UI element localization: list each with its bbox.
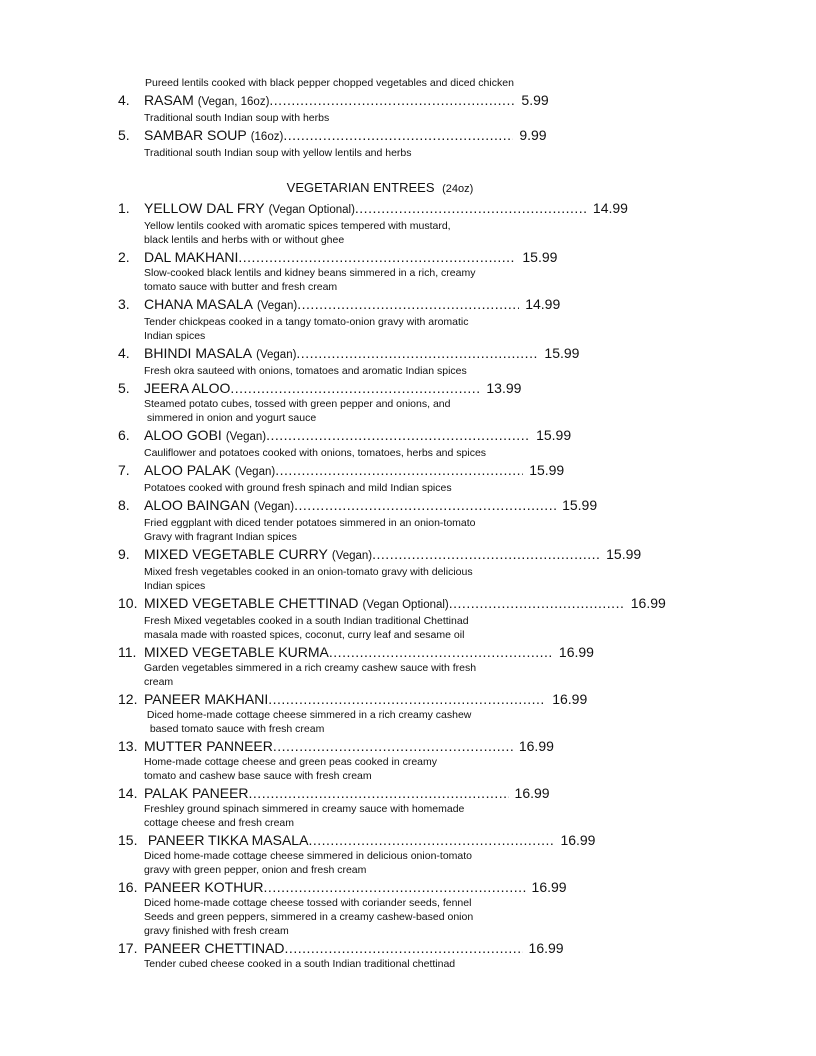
item-price: 16.99 <box>630 595 666 611</box>
item-price: 15.99 <box>544 345 580 361</box>
item-description <box>144 565 738 593</box>
item-number: 2. <box>118 249 130 265</box>
item-price: 14.99 <box>592 200 628 216</box>
entree-list <box>118 199 738 972</box>
item-description-line: Yellow lentils cooked with aromatic spices tempered with mustard, <box>144 220 451 232</box>
item-description <box>144 802 738 830</box>
menu-item-line <box>118 496 738 516</box>
item-description-line: Freshley ground spinach simmered in creamy sauce with homemade <box>144 803 465 815</box>
item-note: (Vegan) <box>256 300 298 312</box>
menu-item-line <box>118 199 738 219</box>
menu-item <box>118 379 738 425</box>
item-description <box>144 755 738 783</box>
item-name: MIXED VEGETABLE CURRY <box>144 546 328 562</box>
item-description <box>144 849 738 877</box>
item-name: PANEER MAKHANI <box>144 691 269 707</box>
item-name: YELLOW DAL FRY <box>144 200 265 216</box>
dot-leader <box>297 295 519 313</box>
item-note: (Vegan) <box>256 349 297 361</box>
menu-item-line <box>118 643 738 661</box>
item-number: 1. <box>118 200 130 216</box>
item-name: SAMBAR SOUP <box>144 127 247 143</box>
item-name: MIXED VEGETABLE KURMA <box>144 644 329 660</box>
item-description-line: Tender chickpeas cooked in a tangy tomato-onion gravy with aromatic <box>144 316 469 328</box>
menu-item-line <box>118 126 738 146</box>
dot-leader <box>273 737 513 755</box>
item-description <box>144 446 738 460</box>
item-note: (Vegan, 16oz) <box>197 96 270 108</box>
item-description-line: Fresh okra sauteed with onions, tomatoes and aromatic Indian spices <box>144 365 467 377</box>
menu-item <box>118 344 738 378</box>
item-description: Pureed lentils cooked with black pepper chopped vegetables and diced chicken <box>145 77 514 89</box>
item-price: 16.99 <box>514 785 550 801</box>
menu-item <box>118 126 738 160</box>
item-note: (Vegan) <box>253 501 295 513</box>
item-name: CHANA MASALA <box>144 296 253 312</box>
menu-item <box>118 737 738 783</box>
item-price: 16.99 <box>528 940 564 956</box>
menu-item <box>118 690 738 736</box>
soup-list <box>118 91 738 161</box>
item-description-line: Traditional south Indian soup with yellow lentils and herbs <box>144 147 412 159</box>
item-number: 4. <box>118 345 130 361</box>
menu-item-line <box>118 248 738 266</box>
item-name: BHINDI MASALA <box>144 345 253 361</box>
dot-leader <box>264 878 526 896</box>
menu-item-line <box>118 737 738 755</box>
dot-leader <box>308 831 554 849</box>
menu-item <box>118 545 738 593</box>
item-description-line: Diced home-made cottage cheese simmered in a rich creamy cashew <box>144 709 472 721</box>
item-description-line: simmered in onion and yogurt sauce <box>144 412 317 424</box>
item-description-line: Potatoes cooked with ground fresh spinach and mild Indian spices <box>144 482 452 494</box>
item-number: 8. <box>118 497 130 513</box>
section-title <box>0 180 760 197</box>
menu-item <box>118 248 738 294</box>
menu-item-line <box>118 878 738 896</box>
menu-item <box>118 831 738 877</box>
menu-item-line <box>118 831 738 849</box>
dot-leader <box>230 379 480 397</box>
dot-leader <box>294 496 556 514</box>
menu-item-line <box>118 344 738 364</box>
item-number: 15. <box>118 832 138 848</box>
item-number: 11. <box>118 644 137 660</box>
item-number: 10. <box>118 595 138 611</box>
item-price: 16.99 <box>518 738 554 754</box>
item-name: PANEER TIKKA MASALA <box>144 832 309 848</box>
item-name: MIXED VEGETABLE CHETTINAD <box>144 595 359 611</box>
item-description <box>144 266 738 294</box>
item-price: 14.99 <box>525 296 561 312</box>
item-description <box>144 481 738 495</box>
item-number: 14. <box>118 785 138 801</box>
menu-item-line <box>118 379 738 397</box>
item-description <box>144 896 738 938</box>
item-description-line: Seeds and green peppers, simmered in a creamy cashew-based onion <box>144 911 474 923</box>
item-description-line: Garden vegetables simmered in a rich creamy cashew sauce with fresh <box>144 662 477 674</box>
item-number: 17. <box>118 940 138 956</box>
item-description-line: Mixed fresh vegetables cooked in an onion-tomato gravy with delicious <box>144 566 473 578</box>
menu-item <box>118 295 738 343</box>
dot-leader <box>283 126 513 144</box>
item-name: DAL MAKHANI <box>144 249 239 265</box>
item-price: 16.99 <box>558 644 594 660</box>
item-description <box>144 661 738 689</box>
item-description <box>144 516 738 544</box>
section-title-text: VEGETARIAN ENTREES <box>286 180 435 195</box>
item-description-line: gravy finished with fresh cream <box>144 925 289 937</box>
item-description <box>144 957 738 971</box>
item-description <box>144 364 738 378</box>
dot-leader <box>275 461 523 479</box>
dot-leader <box>329 643 553 661</box>
dot-leader <box>355 199 587 217</box>
menu-item-line <box>118 461 738 481</box>
menu-item <box>118 784 738 830</box>
item-number: 5. <box>118 380 130 396</box>
item-number: 7. <box>118 462 130 478</box>
item-price: 13.99 <box>486 380 522 396</box>
item-description-line: masala made with roasted spices, coconut, curry leaf and sesame oil <box>144 629 465 641</box>
item-description-line: Fresh Mixed vegetables cooked in a south Indian traditional Chettinad <box>144 615 469 627</box>
item-number: 9. <box>118 546 130 562</box>
item-description <box>144 614 738 642</box>
menu-item <box>118 199 738 247</box>
menu-item-line <box>118 91 738 111</box>
dot-leader <box>449 594 625 612</box>
item-name: PALAK PANEER <box>144 785 249 801</box>
item-description <box>144 219 738 247</box>
item-description <box>144 146 738 160</box>
item-number: 3. <box>118 296 130 312</box>
item-description-line: black lentils and herbs with or without ghee <box>144 234 345 246</box>
item-note: (Vegan) <box>234 466 276 478</box>
dot-leader <box>266 426 530 444</box>
item-description-line: Diced home-made cottage cheese tossed with coriander seeds, fennel <box>144 897 472 909</box>
item-name: ALOO PALAK <box>144 462 231 478</box>
item-description <box>144 708 738 736</box>
item-description-line: Diced home-made cottage cheese simmered in delicious onion-tomato <box>144 850 473 862</box>
dot-leader <box>268 690 546 708</box>
item-price: 16.99 <box>552 691 588 707</box>
item-description-line: cottage cheese and fresh cream <box>144 817 295 829</box>
item-description-line: Cauliflower and potatoes cooked with onions, tomatoes, herbs and spices <box>144 447 487 459</box>
menu-item <box>118 496 738 544</box>
dot-leader <box>285 939 523 957</box>
menu-item <box>118 594 738 642</box>
item-description-line: Indian spices <box>144 330 206 342</box>
menu-item-line <box>118 690 738 708</box>
item-price: 15.99 <box>522 249 558 265</box>
item-number: 12. <box>118 691 138 707</box>
item-price: 16.99 <box>531 879 567 895</box>
item-name: PANEER CHETTINAD <box>144 940 285 956</box>
menu-item-line <box>118 784 738 802</box>
item-price: 16.99 <box>560 832 596 848</box>
item-description <box>144 315 738 343</box>
dot-leader <box>296 344 538 362</box>
item-note: (Vegan) <box>225 431 267 443</box>
item-description-line: Home-made cottage cheese and green peas cooked in creamy <box>144 756 438 768</box>
item-description-line: Gravy with fragrant Indian spices <box>144 531 297 543</box>
item-description-line: Steamed potato cubes, tossed with green pepper and onions, and <box>144 398 451 410</box>
item-name: MUTTER PANNEER <box>144 738 273 754</box>
menu-item <box>118 939 738 971</box>
item-description-line: tomato and cashew base sauce with fresh cream <box>144 770 372 782</box>
item-description-line: tomato sauce with butter and fresh cream <box>144 281 338 293</box>
item-price: 5.99 <box>521 92 549 108</box>
item-description-line: based tomato sauce with fresh cream <box>144 723 325 735</box>
item-number: 4. <box>118 92 130 108</box>
item-description-line: Slow-cooked black lentils and kidney beans simmered in a rich, creamy <box>144 267 476 279</box>
item-number: 13. <box>118 738 138 754</box>
item-name: RASAM <box>144 92 194 108</box>
item-price: 15.99 <box>529 462 565 478</box>
item-name: JEERA ALOO <box>144 380 231 396</box>
item-price: 9.99 <box>519 127 547 143</box>
item-price: 15.99 <box>562 497 598 513</box>
menu-item-line <box>118 426 738 446</box>
item-number: 16. <box>118 879 138 895</box>
dot-leader <box>269 91 515 109</box>
dot-leader <box>372 545 600 563</box>
dot-leader <box>249 784 509 802</box>
menu-item-line <box>118 295 738 315</box>
item-description-line: gravy with green pepper, onion and fresh cream <box>144 864 367 876</box>
item-price: 15.99 <box>536 427 572 443</box>
menu-item-line <box>118 939 738 957</box>
item-name: ALOO GOBI <box>144 427 222 443</box>
menu-item <box>118 643 738 689</box>
dot-leader <box>238 248 516 266</box>
item-description-line: Traditional south Indian soup with herbs <box>144 112 330 124</box>
item-description <box>144 111 738 125</box>
section-title-note: (24oz) <box>442 183 474 195</box>
menu-item-line <box>118 545 738 565</box>
item-description-line: cream <box>144 676 174 688</box>
item-note: (Vegan) <box>331 550 373 562</box>
menu-item <box>118 426 738 460</box>
menu-item <box>118 91 738 125</box>
item-number: 6. <box>118 427 130 443</box>
item-description <box>144 397 738 425</box>
item-description-line: Indian spices <box>144 580 206 592</box>
item-name: PANEER KOTHUR <box>144 879 264 895</box>
item-number: 5. <box>118 127 130 143</box>
menu-item <box>118 461 738 495</box>
item-name: ALOO BAINGAN <box>144 497 250 513</box>
item-note: (Vegan Optional) <box>268 204 355 216</box>
item-note: (Vegan Optional) <box>362 599 449 611</box>
item-description-line: Tender cubed cheese cooked in a south Indian traditional chettinad <box>144 958 456 970</box>
menu-item-line <box>118 594 738 614</box>
item-description-line: Fried eggplant with diced tender potatoes simmered in an onion-tomato <box>144 517 476 529</box>
menu-item <box>118 878 738 938</box>
item-price: 15.99 <box>606 546 642 562</box>
item-note: (16oz) <box>250 131 284 143</box>
